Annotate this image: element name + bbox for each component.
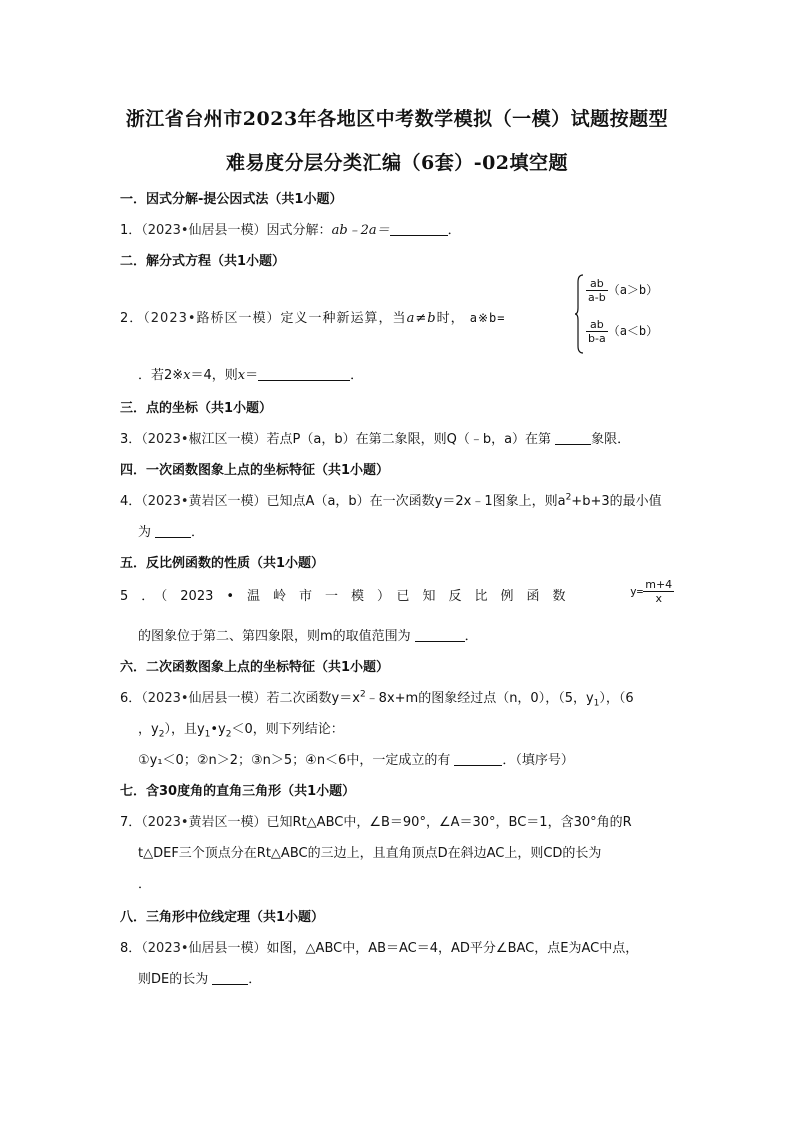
section-heading-3: 三．点的坐标（共1小题） xyxy=(120,401,273,416)
answer-blank xyxy=(415,629,465,642)
question-4: 4．（2023•黄岩区一模）已知点A（a，b）在一次函数y＝2x﹣1图象上，则$a^2+b+3$的最小值 xyxy=(120,492,662,509)
answer-blank xyxy=(212,972,248,985)
answer-blank xyxy=(454,753,502,766)
answer-blank xyxy=(155,525,191,538)
question-5: 5 ． （ 2023 • 温 岭 市 一 模 ） 已 知 反 比 例 函 数 xyxy=(120,589,566,604)
section-heading-5: 五．反比例函数的性质（共1小题） xyxy=(120,556,325,571)
question-3: 3．（2023•椒江区一模）若点P（a，b）在第二象限，则Q（﹣b，a）在第 象限． xyxy=(120,432,631,447)
question-7-line2: t△DEF三个顶点分在Rt△ABC的三边上，且直角顶点D在斜边AC上，则CD的长为 xyxy=(138,846,602,861)
question-8-line2: 则DE的长为 ． xyxy=(138,972,262,987)
section-heading-7: 七．含30度角的直角三角形（共1小题） xyxy=(120,784,356,799)
document-title-line1: 浙江省台州市2023年各地区中考数学模拟（一模）试题按题型 xyxy=(125,108,669,130)
section-heading-6: 六．二次函数图象上点的坐标特征（共1小题） xyxy=(120,660,390,675)
document-title-line2: 难易度分层分类汇编（6套）-02填空题 xyxy=(225,152,569,174)
question-6: 6．（2023•仙居县一模）若二次函数$y=x^2﹣8x+m$的图象经过点（n，0），（5，$y_1$），（6 xyxy=(120,689,634,709)
function-expression: y= $\frac{m+4}{x}$ xyxy=(630,578,673,605)
section-heading-4: 四．一次函数图象上点的坐标特征（共1小题） xyxy=(120,463,390,478)
question-7: 7．（2023•黄岩区一模）已知Rt△ABC中，∠B＝90°，∠A＝30°，BC＝1，含30°角的R xyxy=(120,815,632,830)
section-heading-1: 一．因式分解-提公因式法（共1小题） xyxy=(120,192,343,207)
question-5-line2: 的图象位于第二、第四象限，则m的取值范围为 ． xyxy=(138,629,478,644)
question-4-line2: 为 ． xyxy=(138,525,205,540)
piecewise-case-1: $\frac{ab}{a-b}$ （a＞b） xyxy=(588,277,659,304)
question-7-line3: ． xyxy=(138,877,152,892)
answer-blank xyxy=(555,432,591,445)
question-2: 2．（2023•路桥区一模）定义一种新运算，当a≠b时， a※b= xyxy=(120,311,506,326)
question-6-line2: ，$y_2$），且$y_1•y_2<0$，则下列结论： xyxy=(138,722,344,740)
question-6-line3: ①y₁＜0；②n＞2；③n＞5；④n＜6中，一定成立的有 ．（填序号） xyxy=(138,753,574,768)
section-heading-2: 二．解分式方程（共1小题） xyxy=(120,254,286,269)
section-heading-8: 八．三角形中位线定理（共1小题） xyxy=(120,910,325,925)
question-1: 1．（2023•仙居县一模）因式分解：ab﹣2a＝ ． xyxy=(120,223,461,238)
piecewise-case-2: $\frac{ab}{b-a}$ （a＜b） xyxy=(588,318,659,345)
brace-icon xyxy=(574,274,584,354)
answer-blank xyxy=(258,368,350,381)
question-8: 8．（2023•仙居县一模）如图，△ABC中，AB＝AC＝4，AD平分∠BAC，点E为AC中点， xyxy=(120,941,639,956)
answer-blank xyxy=(390,223,448,236)
question-2-line2: ．若2※x＝4，则x＝ ． xyxy=(138,368,364,383)
